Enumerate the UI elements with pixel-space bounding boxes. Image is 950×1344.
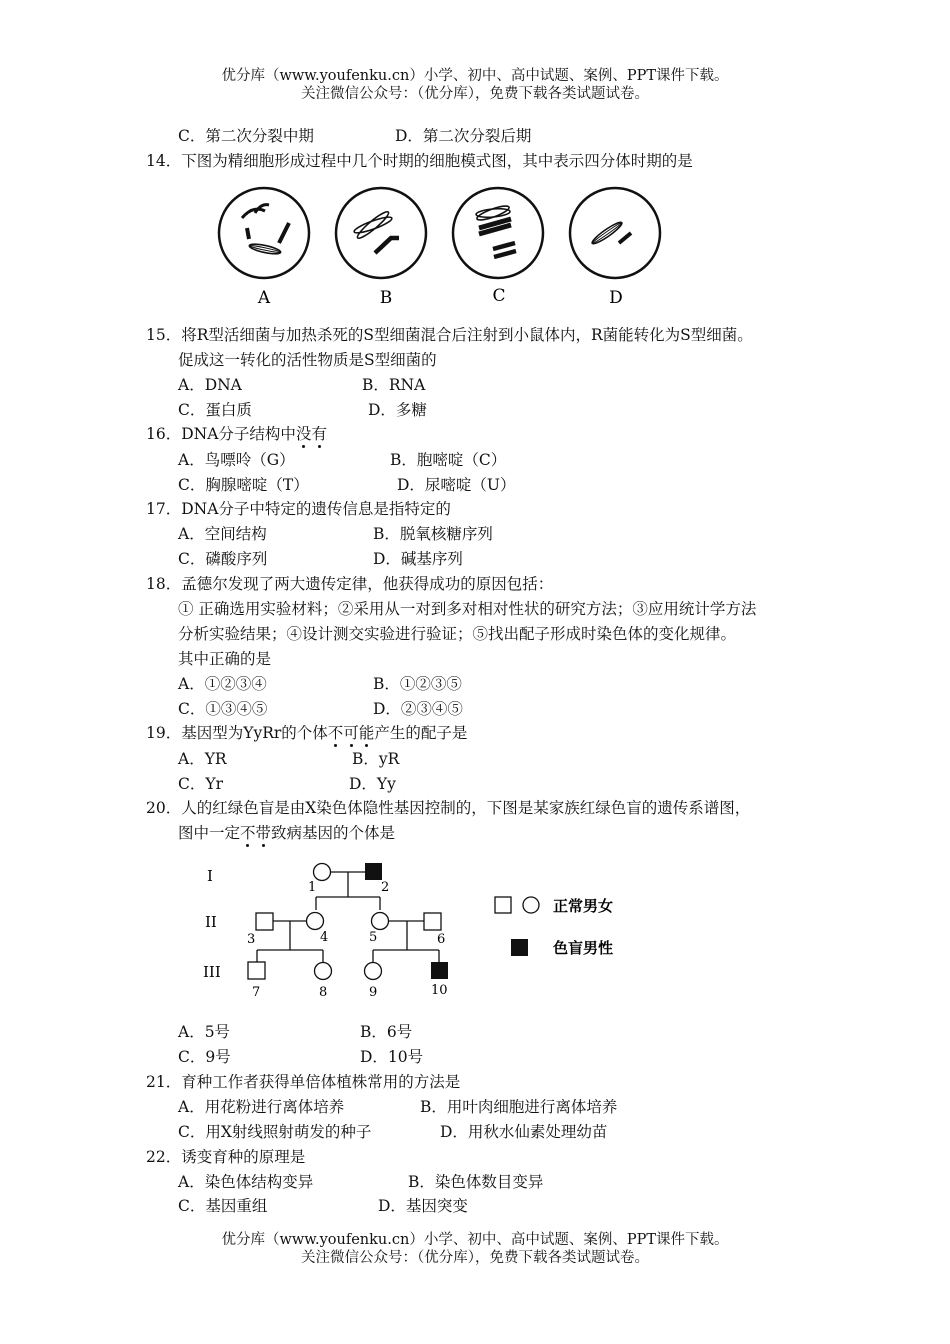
q19-stem-pre: 19．基因型为YyRr的个体	[146, 724, 328, 742]
individual-1	[314, 864, 331, 881]
footer-line-2: 关注微信公众号：（优分库），免费下载各类试题试卷。	[301, 1250, 649, 1266]
cell-b	[336, 188, 426, 278]
num-8: 8	[319, 985, 328, 1000]
gen-label-2: II	[205, 913, 217, 931]
cell-label-b: B	[379, 288, 393, 308]
q20-stem-pre: 图中一定	[178, 824, 241, 842]
individual-3	[256, 913, 273, 930]
q19-emphasis-2: 可	[343, 724, 359, 742]
header-line-1: 优分库（www.youfenku.cn）小学、初中、高中试题、案例、PPT课件下载。	[221, 68, 729, 84]
q21-option-d: D．用秋水仙素处理幼苗	[440, 1123, 608, 1141]
q15-option-c: C．蛋白质	[178, 401, 252, 419]
q19-stem-post: 产生的配子是	[374, 724, 468, 742]
q20-emphasis-1: 不	[240, 824, 256, 842]
gen-label-3: III	[203, 963, 221, 981]
num-3: 3	[247, 932, 256, 947]
q19-option-c: C．Yr	[178, 775, 224, 793]
individual-10	[431, 962, 448, 979]
q19-stem	[146, 723, 467, 743]
num-5: 5	[369, 930, 378, 945]
q13-option-d: D．第二次分裂后期	[395, 127, 532, 145]
q20-option-c: C．9号	[178, 1048, 231, 1066]
q18-body-line-3: 其中正确的是	[178, 650, 272, 668]
num-9: 9	[369, 985, 378, 1000]
legend-male-affected	[511, 939, 528, 956]
q20-option-b: B．6号	[360, 1023, 413, 1041]
cell-label-a: A	[257, 288, 271, 308]
q20-stem-line-2	[178, 823, 395, 843]
q22-option-b: B．染色体数目变异	[408, 1173, 544, 1191]
q19-option-a: A．YR	[178, 750, 227, 768]
q17-option-b: B．脱氧核糖序列	[373, 525, 493, 543]
q15-option-d: D．多糖	[368, 401, 427, 419]
q22-option-d: D．基因突变	[378, 1197, 468, 1215]
individual-7	[248, 962, 265, 979]
pedigree-chart	[195, 855, 645, 1005]
q22-option-c: C．基因重组	[178, 1197, 268, 1215]
num-10: 10	[431, 983, 448, 998]
q17-option-c: C．磷酸序列	[178, 550, 268, 568]
q15-option-a: A．DNA	[178, 376, 242, 394]
legend-normal-label: 正常男女	[553, 897, 614, 915]
q17-stem: 17．DNA分子中特定的遗传信息是指特定的	[146, 500, 451, 518]
q21-option-a: A．用花粉进行离体培养	[178, 1098, 345, 1116]
num-6: 6	[437, 932, 446, 947]
header-line-2: 关注微信公众号：（优分库），免费下载各类试题试卷。	[301, 86, 649, 102]
q16-stem	[146, 424, 327, 444]
q20-stem-post: 致病基因的个体是	[271, 824, 396, 842]
q16-option-c: C．胸腺嘧啶（T）	[178, 476, 309, 494]
legend-affected-label: 色盲男性	[553, 939, 614, 957]
individual-6	[424, 913, 441, 930]
cell-a	[219, 188, 309, 278]
q13-option-c: C．第二次分裂中期	[178, 127, 314, 145]
individual-9	[365, 963, 382, 980]
q15-option-b: B．RNA	[362, 376, 426, 394]
q22-stem: 22．诱变育种的原理是	[146, 1148, 306, 1166]
q20-stem-line-1: 20．人的红绿色盲是由X染色体隐性基因控制的，下图是某家族红绿色盲的遗传系谱图，	[146, 799, 751, 817]
q15-stem-line-1: 15．将R型活细菌与加热杀死的S型细菌混合后注射到小鼠体内，R菌能转化为S型细菌。	[146, 326, 753, 344]
num-2: 2	[381, 880, 390, 895]
cell-c	[453, 188, 543, 278]
q20-option-a: A．5号	[178, 1023, 231, 1041]
q16-option-a: A．鸟嘌呤（G）	[178, 451, 295, 469]
q20-emphasis-2: 带	[255, 824, 272, 842]
gen-label-1: I	[207, 867, 213, 885]
q15-stem-line-2: 促成这一转化的活性物质是S型细菌的	[178, 351, 437, 369]
cell-label-c: C	[492, 286, 506, 306]
q18-stem: 18．孟德尔发现了两大遗传定律，他获得成功的原因包括：	[146, 575, 554, 593]
q19-emphasis-1: 不	[327, 724, 344, 742]
q18-body-line-2: 分析实验结果；④设计测交实验进行验证；⑤找出配子形成时染色体的变化规律。	[178, 625, 737, 643]
q19-emphasis-3: 能	[358, 724, 375, 742]
individual-4	[307, 913, 324, 930]
individual-8	[315, 963, 332, 980]
legend-male-normal	[495, 897, 511, 913]
q18-option-c: C．①③④⑤	[178, 700, 268, 718]
cell-d	[570, 188, 660, 278]
individual-5	[372, 913, 389, 930]
cell-label-d: D	[609, 288, 623, 308]
q14-cell-diagram	[215, 183, 665, 311]
num-7: 7	[252, 985, 261, 1000]
individual-2	[365, 863, 382, 880]
q17-option-d: D．碱基序列	[373, 550, 463, 568]
q21-option-b: B．用叶肉细胞进行离体培养	[420, 1098, 618, 1116]
q22-option-a: A．染色体结构变异	[178, 1173, 314, 1191]
q16-option-d: D．尿嘧啶（U）	[397, 476, 516, 494]
q21-option-c: C．用X射线照射萌发的种子	[178, 1123, 372, 1141]
q18-option-d: D．②③④⑤	[373, 700, 463, 718]
q19-option-d: D．Yy	[349, 775, 396, 793]
q16-emphasis-2: 有	[311, 425, 327, 443]
num-1: 1	[308, 880, 317, 895]
q16-option-b: B．胞嘧啶（C）	[390, 451, 507, 469]
legend-female-normal	[523, 897, 539, 913]
q18-body-line-1: ① 正确选用实验材料；②采用从一对到多对相对性状的研究方法；③应用统计学方法	[178, 600, 757, 618]
q14-stem: 14．下图为精细胞形成过程中几个时期的细胞模式图，其中表示四分体时期的是	[146, 152, 693, 170]
footer-line-1: 优分库（www.youfenku.cn）小学、初中、高中试题、案例、PPT课件下载。	[221, 1232, 729, 1248]
q18-option-a: A．①②③④	[178, 675, 267, 693]
q18-option-b: B．①②③⑤	[373, 675, 462, 693]
q20-option-d: D．10号	[360, 1048, 424, 1066]
num-4: 4	[320, 930, 329, 945]
q16-stem-text: 16．DNA分子结构中	[146, 425, 296, 443]
q16-emphasis-1: 没	[295, 425, 312, 443]
q17-option-a: A．空间结构	[178, 525, 267, 543]
q19-option-b: B．yR	[352, 750, 400, 768]
q21-stem: 21．育种工作者获得单倍体植株常用的方法是	[146, 1073, 461, 1091]
